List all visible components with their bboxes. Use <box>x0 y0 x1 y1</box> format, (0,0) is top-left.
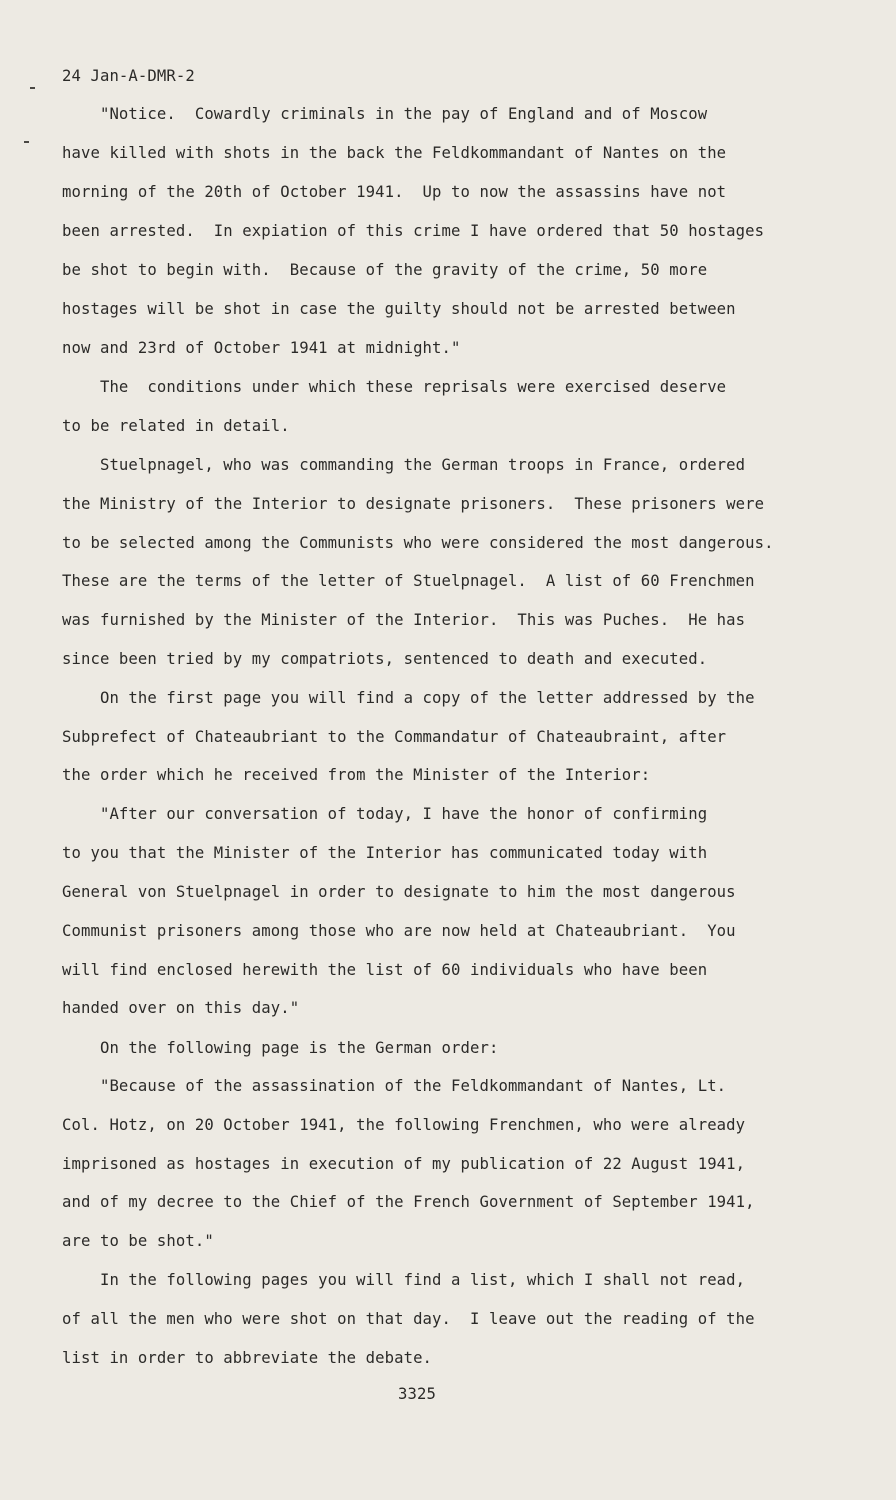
text-line: to you that the Minister of the Interior has communicated today with <box>62 844 708 862</box>
text-line: be shot to begin with. Because of the gravity of the crime, 50 more <box>62 261 708 279</box>
text-line: the order which he received from the Minister of the Interior: <box>62 766 651 784</box>
text-line: was furnished by the Minister of the Interior. This was Puches. He has <box>62 611 746 629</box>
text-line: will find enclosed herewith the list of 60 individuals who have been <box>62 961 708 979</box>
page-number: 3325 <box>398 1385 436 1403</box>
text-line: The conditions under which these reprisals were exercised deserve <box>62 378 727 396</box>
text-line: "Notice. Cowardly criminals in the pay of England and of Moscow <box>62 105 708 123</box>
margin-tick-mark <box>30 87 35 89</box>
text-line: now and 23rd of October 1941 at midnight." <box>62 339 461 357</box>
text-line: morning of the 20th of October 1941. Up to now the assassins have not <box>62 183 727 201</box>
text-line: In the following pages you will find a list, which I shall not read, <box>62 1271 746 1289</box>
text-line: to be related in detail. <box>62 417 290 435</box>
text-line: Subprefect of Chateaubriant to the Commandatur of Chateaubraint, after <box>62 728 727 746</box>
text-line: Stuelpnagel, who was commanding the German troops in France, ordered <box>62 456 746 474</box>
text-line: since been tried by my compatriots, sentenced to death and executed. <box>62 650 708 668</box>
text-line: Col. Hotz, on 20 October 1941, the following Frenchmen, who were already <box>62 1116 746 1134</box>
text-line: imprisoned as hostages in execution of my publication of 22 August 1941, <box>62 1155 746 1173</box>
text-line: "Because of the assassination of the Feldkommandant of Nantes, Lt. <box>62 1077 727 1095</box>
text-line: to be selected among the Communists who were considered the most dangerous. <box>62 534 774 552</box>
text-line: are to be shot." <box>62 1232 214 1250</box>
text-line: On the first page you will find a copy of the letter addressed by the <box>62 689 755 707</box>
text-line: These are the terms of the letter of Stuelpnagel. A list of 60 Frenchmen <box>62 572 755 590</box>
margin-tick-mark <box>24 141 29 143</box>
text-line: Communist prisoners among those who are now held at Chateaubriant. You <box>62 922 736 940</box>
text-line: been arrested. In expiation of this crime I have ordered that 50 hostages <box>62 222 765 240</box>
text-line: General von Stuelpnagel in order to designate to him the most dangerous <box>62 883 736 901</box>
text-line: "After our conversation of today, I have the honor of confirming <box>62 805 708 823</box>
text-line: of all the men who were shot on that day. I leave out the reading of the <box>62 1310 755 1328</box>
text-line: and of my decree to the Chief of the French Government of September 1941, <box>62 1193 755 1211</box>
text-line: the Ministry of the Interior to designate prisoners. These prisoners were <box>62 495 765 513</box>
text-line: hostages will be shot in case the guilty should not be arrested between <box>62 300 736 318</box>
text-line: list in order to abbreviate the debate. <box>62 1349 433 1367</box>
text-line: have killed with shots in the back the Feldkommandant of Nantes on the <box>62 144 727 162</box>
text-line: On the following page is the German order: <box>62 1039 499 1057</box>
text-line: handed over on this day." <box>62 999 300 1017</box>
document-reference: 24 Jan-A-DMR-2 <box>62 67 195 85</box>
